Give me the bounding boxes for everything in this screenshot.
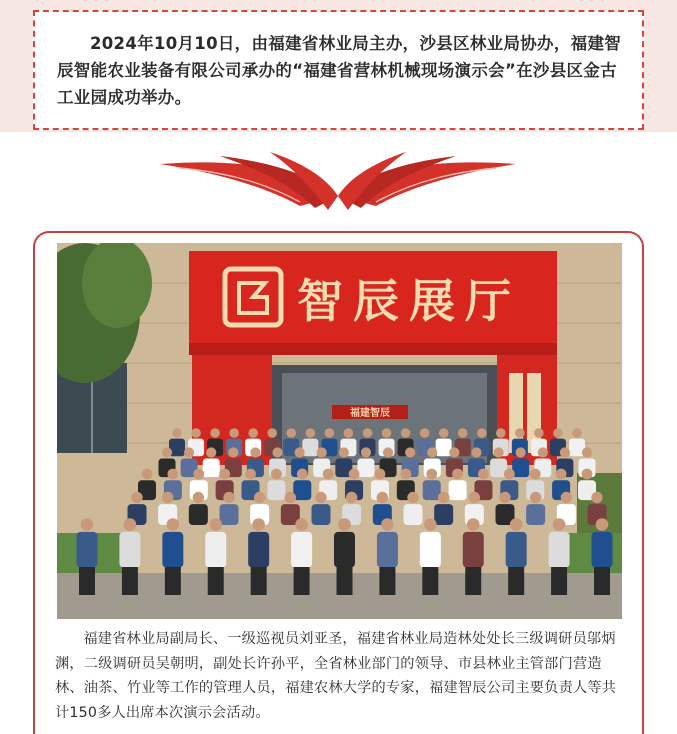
person-head [496, 428, 506, 438]
person-head [478, 469, 489, 480]
person-head [254, 492, 265, 503]
person-head [439, 428, 449, 438]
person-head [561, 492, 572, 503]
person-body [267, 480, 285, 500]
person-head [400, 469, 411, 480]
person-legs [122, 567, 138, 595]
person-body [526, 504, 545, 525]
person-legs [594, 567, 610, 595]
building-sign: 智辰展厅 [297, 274, 521, 328]
person-head [297, 469, 308, 480]
person-head [193, 469, 204, 480]
person-head [596, 518, 609, 531]
person-head [228, 447, 238, 457]
person-head [346, 492, 357, 503]
person-head [167, 518, 180, 531]
person-head [306, 428, 316, 438]
person-body [162, 532, 183, 568]
person-head [229, 428, 239, 438]
person-legs [208, 567, 224, 595]
person-head [245, 469, 256, 480]
person-body [334, 532, 355, 568]
person-head [383, 447, 393, 457]
person-body [420, 532, 441, 568]
person-head [493, 447, 503, 457]
person-head [131, 492, 142, 503]
person-head [267, 428, 277, 438]
photo-card [33, 231, 644, 734]
person-head [407, 492, 418, 503]
person-head [426, 469, 437, 480]
person-head [438, 492, 449, 503]
person-legs [465, 567, 481, 595]
person-body [205, 532, 226, 568]
intro-box [33, 10, 644, 130]
person-head [325, 428, 335, 438]
person-legs [551, 567, 567, 595]
person-body [291, 532, 312, 568]
person-head [377, 492, 388, 503]
person-head [363, 428, 373, 438]
person-head [250, 447, 260, 457]
person-body [312, 504, 331, 525]
person-head [361, 447, 371, 457]
person-head [530, 492, 541, 503]
person-head [317, 447, 327, 457]
person-head [556, 469, 567, 480]
intro-paragraph: 2024年10月10日，由福建省林业局主办，沙县区林业局协办，福建智辰智能农业装备有限公司承办的“福建省营林机械现场演示会”在沙县区金古工业园成功举办。 [57, 34, 622, 107]
person-legs [251, 567, 267, 595]
person-head [427, 447, 437, 457]
person-head [81, 518, 94, 531]
person-body [592, 532, 613, 568]
person-body [449, 480, 467, 500]
person-head [582, 447, 592, 457]
person-head [582, 469, 593, 480]
person-head [530, 469, 541, 480]
person-head [248, 428, 258, 438]
person-head [286, 428, 296, 438]
person-head [162, 492, 173, 503]
person-head [223, 492, 234, 503]
person-head [534, 428, 544, 438]
person-head [167, 469, 178, 480]
person-body [377, 532, 398, 568]
person-head [553, 518, 566, 531]
person-body [302, 439, 318, 457]
person-head [184, 447, 194, 457]
person-body [119, 532, 140, 568]
person-head [344, 428, 354, 438]
person-legs [337, 567, 353, 595]
person-head [382, 428, 392, 438]
person-legs [422, 567, 438, 595]
person-body [549, 532, 570, 568]
person-head [538, 447, 548, 457]
person-body [463, 532, 484, 568]
person-head [124, 518, 137, 531]
person-head [572, 428, 582, 438]
person-head [162, 447, 172, 457]
person-legs [379, 567, 395, 595]
person-head [381, 518, 394, 531]
person-head [449, 447, 459, 457]
person-head [420, 428, 430, 438]
person-body [434, 504, 453, 525]
person-head [191, 428, 201, 438]
person-head [193, 492, 204, 503]
person-legs [165, 567, 181, 595]
person-head [375, 469, 386, 480]
person-head [591, 492, 602, 503]
person-body [506, 532, 527, 568]
person-head [285, 492, 296, 503]
person-head [504, 469, 515, 480]
person-body [404, 504, 423, 525]
person-head [401, 428, 411, 438]
person-head [452, 469, 463, 480]
person-head [323, 469, 334, 480]
person-head [467, 518, 480, 531]
person-head [272, 447, 282, 457]
person-body [203, 458, 220, 477]
person-body [436, 439, 452, 457]
person-head [338, 518, 351, 531]
person-head [295, 447, 305, 457]
person-head [209, 518, 222, 531]
person-head [516, 447, 526, 457]
caption-paragraph: 福建省林业局副局长、一级巡视员刘亚圣，福建省林业局造林处处长三级调研员邬炳渊，二级调研员吴朝明，副处长许孙平，全省林业部门的领导、市县林业主管部门营造林、油茶、竹业等工作的管理人员，福建农林大学的专家，福建智辰公司主要负责人等共计150多人出席本次演示会活动。 [55, 631, 617, 721]
person-head [206, 447, 216, 457]
person-head [210, 428, 220, 438]
person-head [405, 447, 415, 457]
person-legs [508, 567, 524, 595]
person-head [424, 518, 437, 531]
person-body [77, 532, 98, 568]
ribbon-ornament-icon [150, 150, 527, 216]
person-head [560, 447, 570, 457]
person-head [499, 492, 510, 503]
person-head [315, 492, 326, 503]
person-head [219, 469, 230, 480]
person-head [172, 428, 182, 438]
person-head [458, 428, 468, 438]
person-head [349, 469, 360, 480]
person-head [469, 492, 480, 503]
person-body [357, 458, 374, 477]
person-legs [79, 567, 95, 595]
person-head [553, 428, 563, 438]
person-head [271, 469, 282, 480]
person-head [510, 518, 523, 531]
person-legs [294, 567, 310, 595]
person-head [295, 518, 308, 531]
person-head [515, 428, 525, 438]
person-body [189, 504, 208, 525]
person-head [142, 469, 153, 480]
person-head [339, 447, 349, 457]
door-sign: 福建智辰 [350, 408, 390, 419]
person-head [252, 518, 265, 531]
group-photo [57, 243, 622, 619]
person-head [471, 447, 481, 457]
person-body [220, 504, 239, 525]
person-body [248, 532, 269, 568]
person-head [477, 428, 487, 438]
